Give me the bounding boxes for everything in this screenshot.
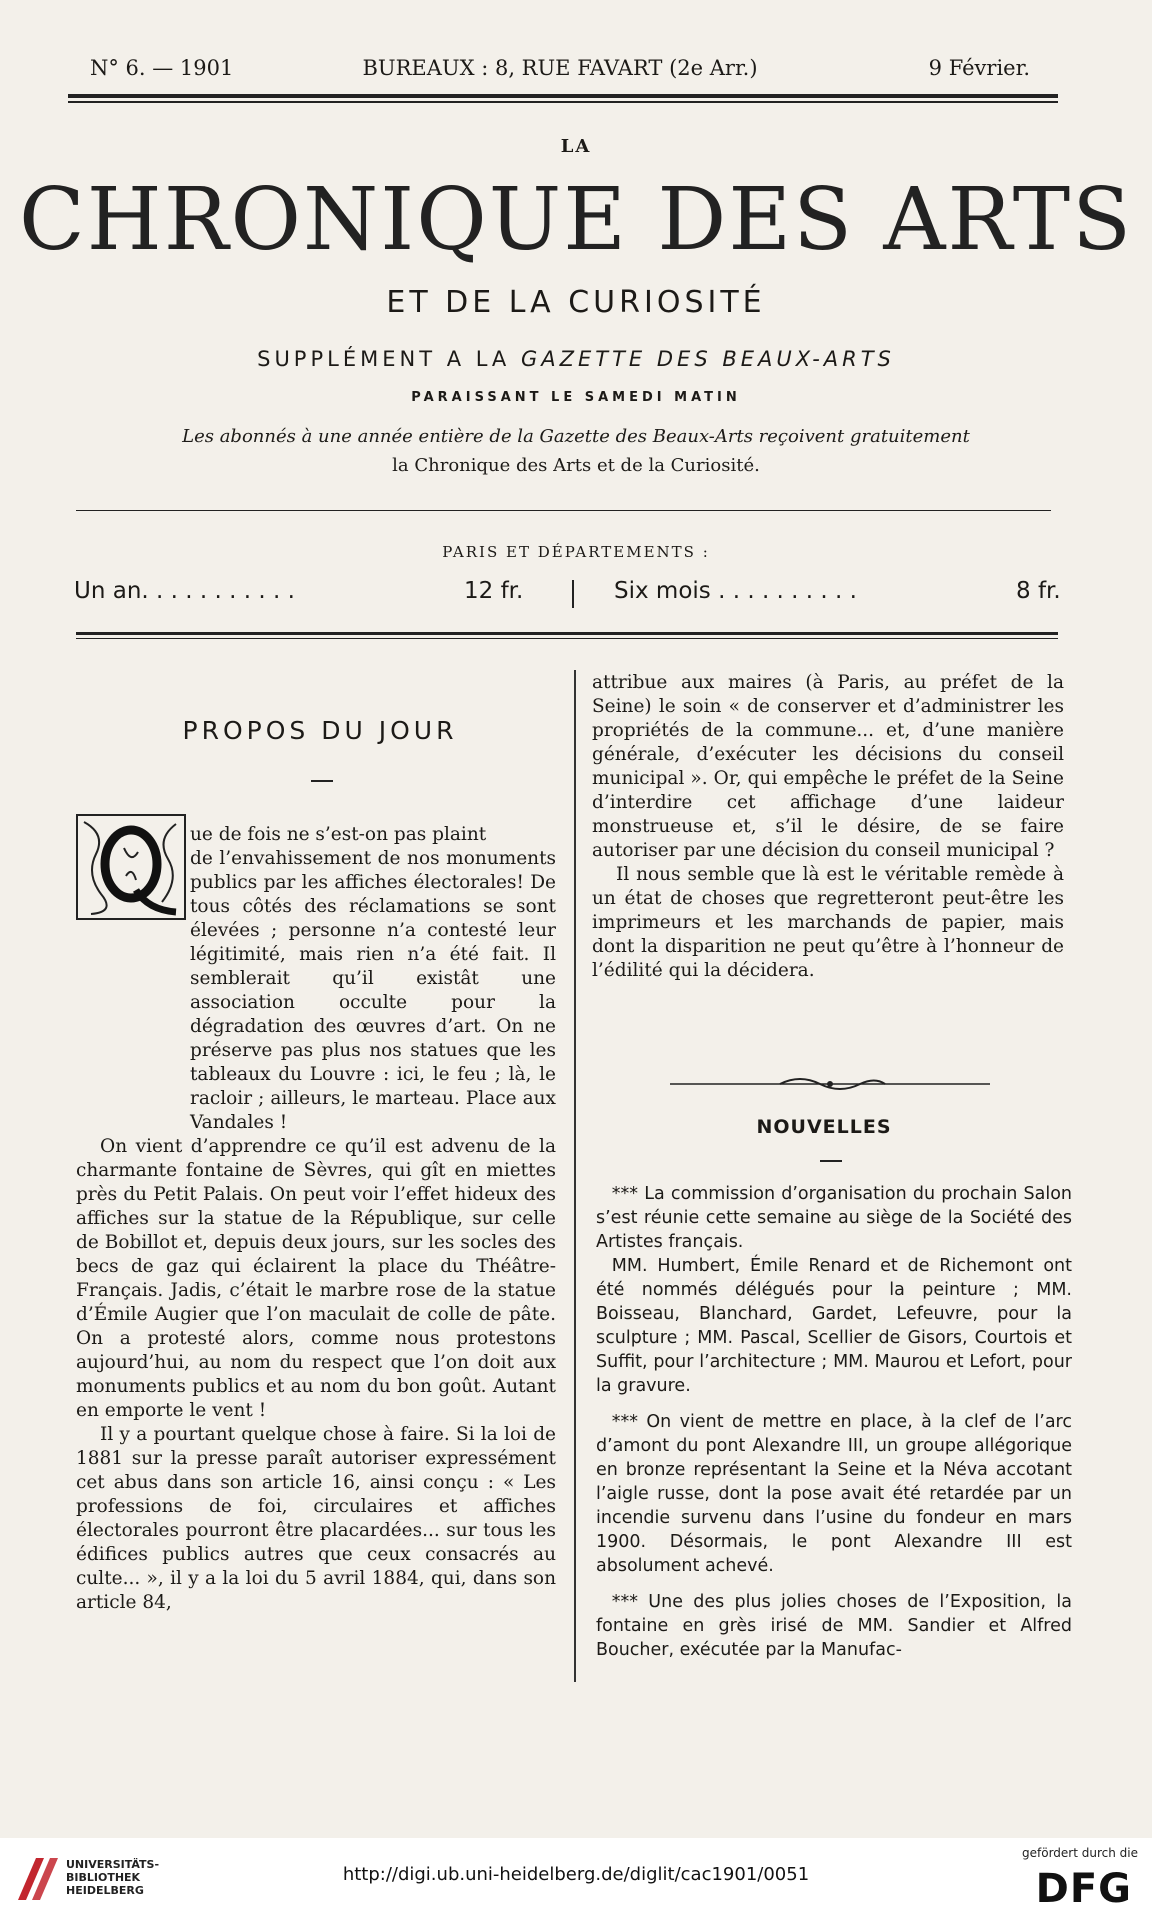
propos-para-1 [76,847,556,1135]
year-price: 12 fr. [464,578,524,604]
library-line-2: BIBLIOTHEK [66,1871,141,1884]
year-label: Un an. . . . . . . . . . . [74,578,295,604]
supplement-prefix: SUPPLÉMENT A LA [257,347,511,371]
dfg-logo: DFG [1035,1866,1132,1912]
subscription-year [74,578,554,604]
price-separator [572,580,574,608]
bureaux-address: BUREAUX : 8, RUE FAVART (2e Arr.) [362,56,758,80]
half-price: 8 fr. [1016,578,1061,604]
subscription-rule [76,632,1058,635]
news-item-3: *** On vient de mettre en place, à la clef de l’arc d’amont du pont Alexandre III, un groupe allégorique en bronze représentant la Seine et la Néva accotant l’aigle russe, dont la pose avait été retardée par un incendie survenu dans l’usine du fondeur en mars 1900. Désormais, le pont Alexandre III est absolument achevé. [596,1412,1072,1576]
supplement-gazette: GAZETTE DES BEAUX-ARTS [520,347,895,371]
nouvelles-dash [820,1160,842,1162]
propos-opening [190,823,556,847]
subscription-half [614,578,1061,604]
nouvelles-column [596,1182,1072,1662]
subscription-rule-thin [76,638,1058,639]
funder-caption: gefördert durch die [1022,1846,1138,1860]
header-rule-thin [68,101,1058,103]
issue-date: 9 Février. [928,56,1030,80]
issue-number: N° 6. — 1901 [90,56,234,80]
propos-column-right [592,671,1064,983]
subscriber-notice: Les abonnés à une année entière de la Gazette des Beaux-Arts reçoivent gratuitement [182,426,970,447]
title-dash [311,780,333,782]
supplement-line [0,347,1152,371]
propos-para-1-text: de l’envahissement de nos monuments publics par les affiches électorales! De tous côtés des réclamations se sont élevées ; personne n’a contesté leur légitimité, mais rien n’a été fait. Il semblerait qu’il existât une association occulte pour la dégradation des œuvres d’art. On ne préserve pas plus nos statues que les tableaux du Louvre : ici, le feu ; là, le racloir ; ailleurs, le marteau. Place aux Vandales ! [190,848,556,1133]
propos-title: PROPOS DU JOUR [182,716,458,745]
propos-para-4: attribue aux maires (à Paris, au préfet de la Seine) le soin « de conserver et d’administrer les propriétés de la commune... et, d’une manière générale, d’exécuter les décisions du conseil municipal ». Or, qui empêche le préfet de la Seine d’interdire cet affichage d’une laideur monstrueuse et, s’il le désire, de se faire autoriser par une décision du conseil municipal ? [592,672,1064,861]
library-line-3: HEIDELBERG [66,1884,144,1897]
half-label: Six mois . . . . . . . . . . [614,578,857,604]
masthead-rule [76,510,1051,511]
header-rule [68,94,1058,98]
news-item-1: *** La commission d’organisation du prochain Salon s’est réunie cette semaine au siège de la Société des Artistes français. [596,1184,1072,1252]
page-header [90,56,1030,90]
masthead-subtitle: ET DE LA CURIOSITÉ [386,285,766,320]
digitization-footer [0,1838,1152,1919]
news-item-4: *** Une des plus jolies choses de l’Exposition, la fontaine en grès irisé de MM. Sandier et Alfred Boucher, exécutée par la Manufac- [596,1592,1072,1660]
news-item-2: MM. Humbert, Émile Renard et de Richemont ont été nommés délégués pour la peinture ; MM. Boisseau, Blanchard, Gardet, Lefeuvre, pour la sculpture ; MM. Pascal, Scellier de Gisors, Courtois et Suffit, pour l’architecture ; MM. Maurou et Lefort, pour la gravure. [596,1256,1072,1396]
nouvelles-title: NOUVELLES [756,1116,892,1138]
frequency-line: PARAISSANT LE SAMEDI MATIN [411,390,741,405]
propos-first-line: ue de fois ne s’est-on pas plaint [190,824,487,845]
library-line-1: UNIVERSITÄTS- [66,1858,160,1871]
masthead-title: CHRONIQUE DES ARTS [19,170,1133,270]
subscriber-notice-2: la Chronique des Arts et de la Curiosité. [392,455,760,476]
propos-para-5: Il nous semble que là est le véritable remède à un état de choses que regretteront peut-être les imprimeurs et les marchands de papier, mais dont la disparition ne peut qu’être à l’honneur de l’édilité qui la décidera. [592,864,1064,981]
column-rule [574,670,576,1682]
subscription-heading: PARIS ET DÉPARTEMENTS : [442,543,710,561]
propos-para-3: Il y a pourtant quelque chose à faire. Si la loi de 1881 sur la presse paraît autoriser expressément cet abus dans son article 16, ainsi conçu : « Les professions de foi, circulaires et affiches électorales pourront être placardées... sur tous les édifices publics autres que ceux consacrés au culte... », il y a la loi du 5 avril 1884, qui, dans son article 84, [76,1424,556,1613]
masthead-article: LA [560,136,592,157]
source-url[interactable]: http://digi.ub.uni-heidelberg.de/diglit/cac1901/0051 [342,1864,810,1885]
propos-para-2: On vient d’apprendre ce qu’il est advenu de la charmante fontaine de Sèvres, qui gît en miettes près du Petit Palais. On peut voir l’effet hideux des affiches sur la statue de la République, sur celle de Bobillot et, depuis deux jours, sur les socles des becs de gaz qui éclairent la place du Théâtre-Français. Jadis, c’était le marbre rose de la statue d’Émile Augier que l’on maculait de colle de pâte. On a protesté alors, comme nous protestons aujourd’hui, au nom du respect que l’on doit aux monuments publics et au nom du bon goût. Autant en emporte le vent ! [76,1136,556,1421]
section-ornament-icon [670,1074,990,1094]
propos-column-left [76,847,556,1615]
